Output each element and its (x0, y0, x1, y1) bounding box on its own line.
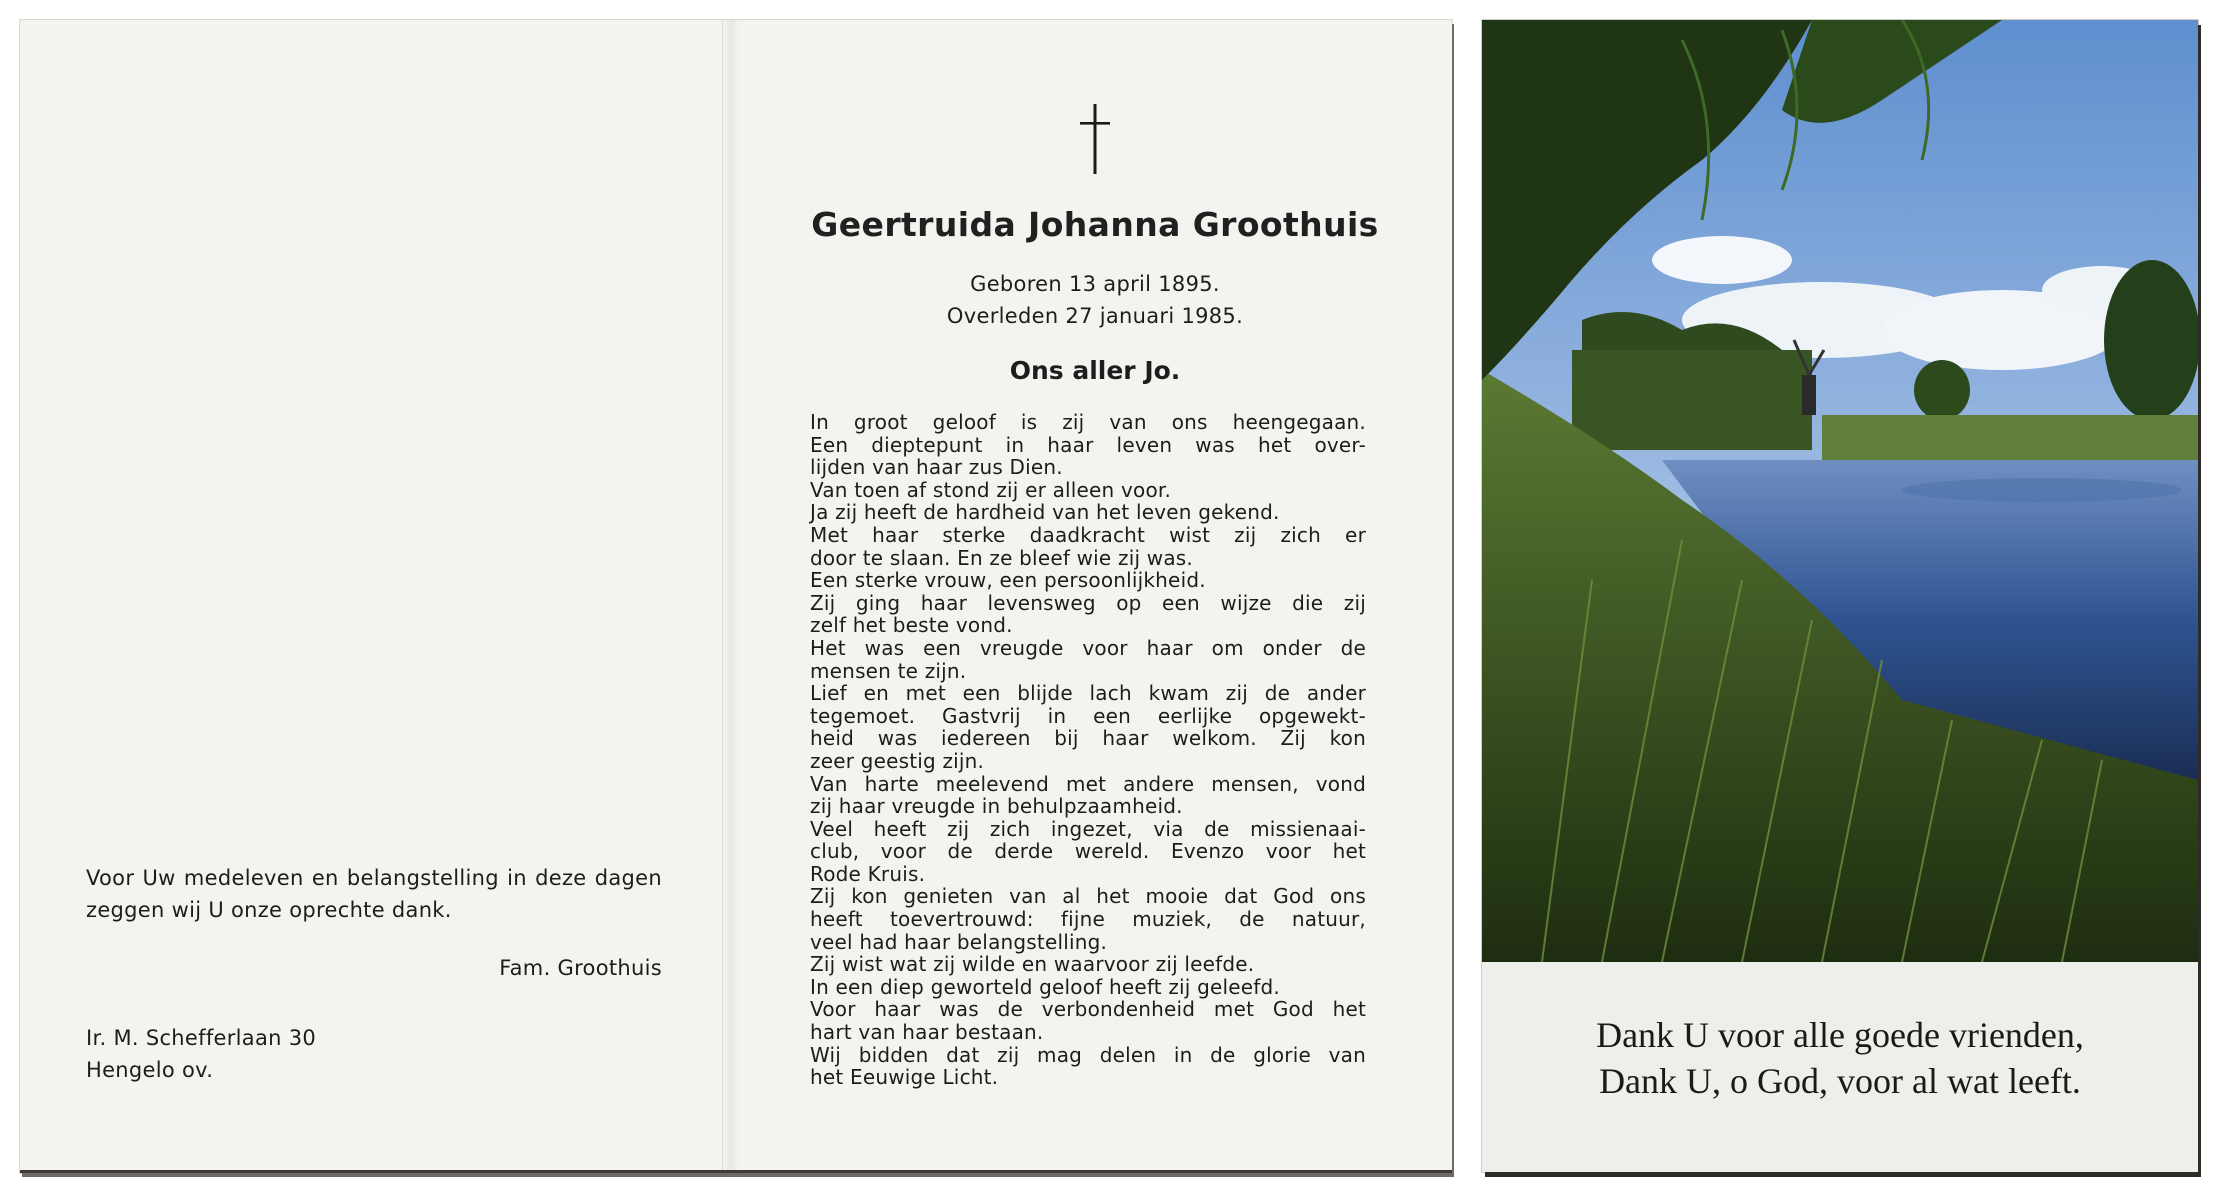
tribute-line: Met haar sterke daadkracht wist zij zich er (810, 522, 1366, 547)
address-street: Ir. M. Schefferlaan 30 (86, 1026, 317, 1050)
tribute-line: mensen te zijn. (810, 658, 967, 683)
tribute-line: Veel heeft zij zich ingezet, via de missienaai- (810, 816, 1366, 841)
tribute-line: tegemoet. Gastvrij in een eerlijke opgewekt- (810, 703, 1366, 728)
address-city: Hengelo ov. (86, 1058, 214, 1082)
tribute-line: het Eeuwige Licht. (810, 1065, 999, 1090)
tribute-line: In groot geloof is zij van ons heengegaan. (810, 410, 1366, 434)
life-dates (800, 268, 1390, 332)
tribute-line: heeft toevertrouwd: fijne muziek, de natuur, (810, 907, 1366, 932)
tribute-line: Voor haar was de verbondenheid met God het (810, 997, 1366, 1022)
tribute-line: Ja zij heeft de hardheid van het leven gekend. (810, 500, 1280, 525)
tribute-line: Het was een vreugde voor haar om onder de (810, 635, 1366, 660)
tribute-line: heid was iedereen bij haar welkom. Zij kon (810, 726, 1366, 751)
tribute-line: Rode Kruis. (810, 861, 926, 886)
death-date: Overleden 27 januari 1985. (946, 304, 1244, 328)
tribute-line: Van harte meelevend met andere mensen, vond (810, 771, 1366, 796)
tribute-line: Zij ging haar levensweg op een wijze die zij (810, 590, 1366, 615)
tribute-line: Zij kon genieten van al het mooie dat God ons (810, 884, 1366, 909)
family-signature: Fam. Groothuis (499, 956, 662, 980)
address-block (86, 1022, 486, 1086)
cross-icon (1078, 104, 1112, 174)
tribute-text (810, 411, 1366, 1089)
birth-date: Geboren 13 april 1895. (970, 272, 1220, 296)
tribute-line: Van toen af stond zij er alleen voor. (810, 477, 1172, 502)
tribute-line: lijden van haar zus Dien. (810, 455, 1063, 480)
tribute-line: Een dieptepunt in haar leven was het over- (810, 432, 1366, 457)
tribute-line: door te slaan. En ze bleef wie zij was. (810, 545, 1193, 570)
deceased-name: Geertruida Johanna Groothuis (811, 205, 1379, 244)
caption-line-2: Dank U, o God, voor al wat leeft. (1599, 1061, 2081, 1101)
tribute-line: Een sterke vrouw, een persoonlijkheid. (810, 568, 1206, 593)
tribute-line: zij haar vreugde in behulpzaamheid. (810, 794, 1183, 819)
caption-line-1: Dank U voor alle goede vrienden, (1596, 1015, 2084, 1055)
tribute-line: zelf het beste vond. (810, 613, 1013, 638)
tribute-line: zeer geestig zijn. (810, 748, 985, 773)
tribute-line: hart van haar bestaan. (810, 1020, 1044, 1045)
subtitle: Ons aller Jo. (1009, 356, 1181, 385)
tribute-line: veel had haar belangstelling. (810, 929, 1108, 954)
tribute-line: Lief en met een blijde lach kwam zij de ander (810, 681, 1366, 706)
landscape-photo (1482, 20, 2198, 962)
landscape-illustration (1482, 20, 2198, 962)
thanks-text: Voor Uw medeleven en belangstelling in deze dagen zeggen wij U onze oprechte dank. (86, 866, 662, 922)
tribute-line: club, voor de derde wereld. Evenzo voor het (810, 839, 1366, 864)
card-fold (722, 20, 739, 1170)
tribute-line: Wij bidden dat zij mag delen in de glorie van (810, 1042, 1366, 1067)
tribute-line: Zij wist wat zij wilde en waarvoor zij leefde. (810, 952, 1255, 977)
photo-caption (1482, 1012, 2198, 1104)
tribute-line: In een diep geworteld geloof heeft zij geleefd. (810, 974, 1280, 999)
